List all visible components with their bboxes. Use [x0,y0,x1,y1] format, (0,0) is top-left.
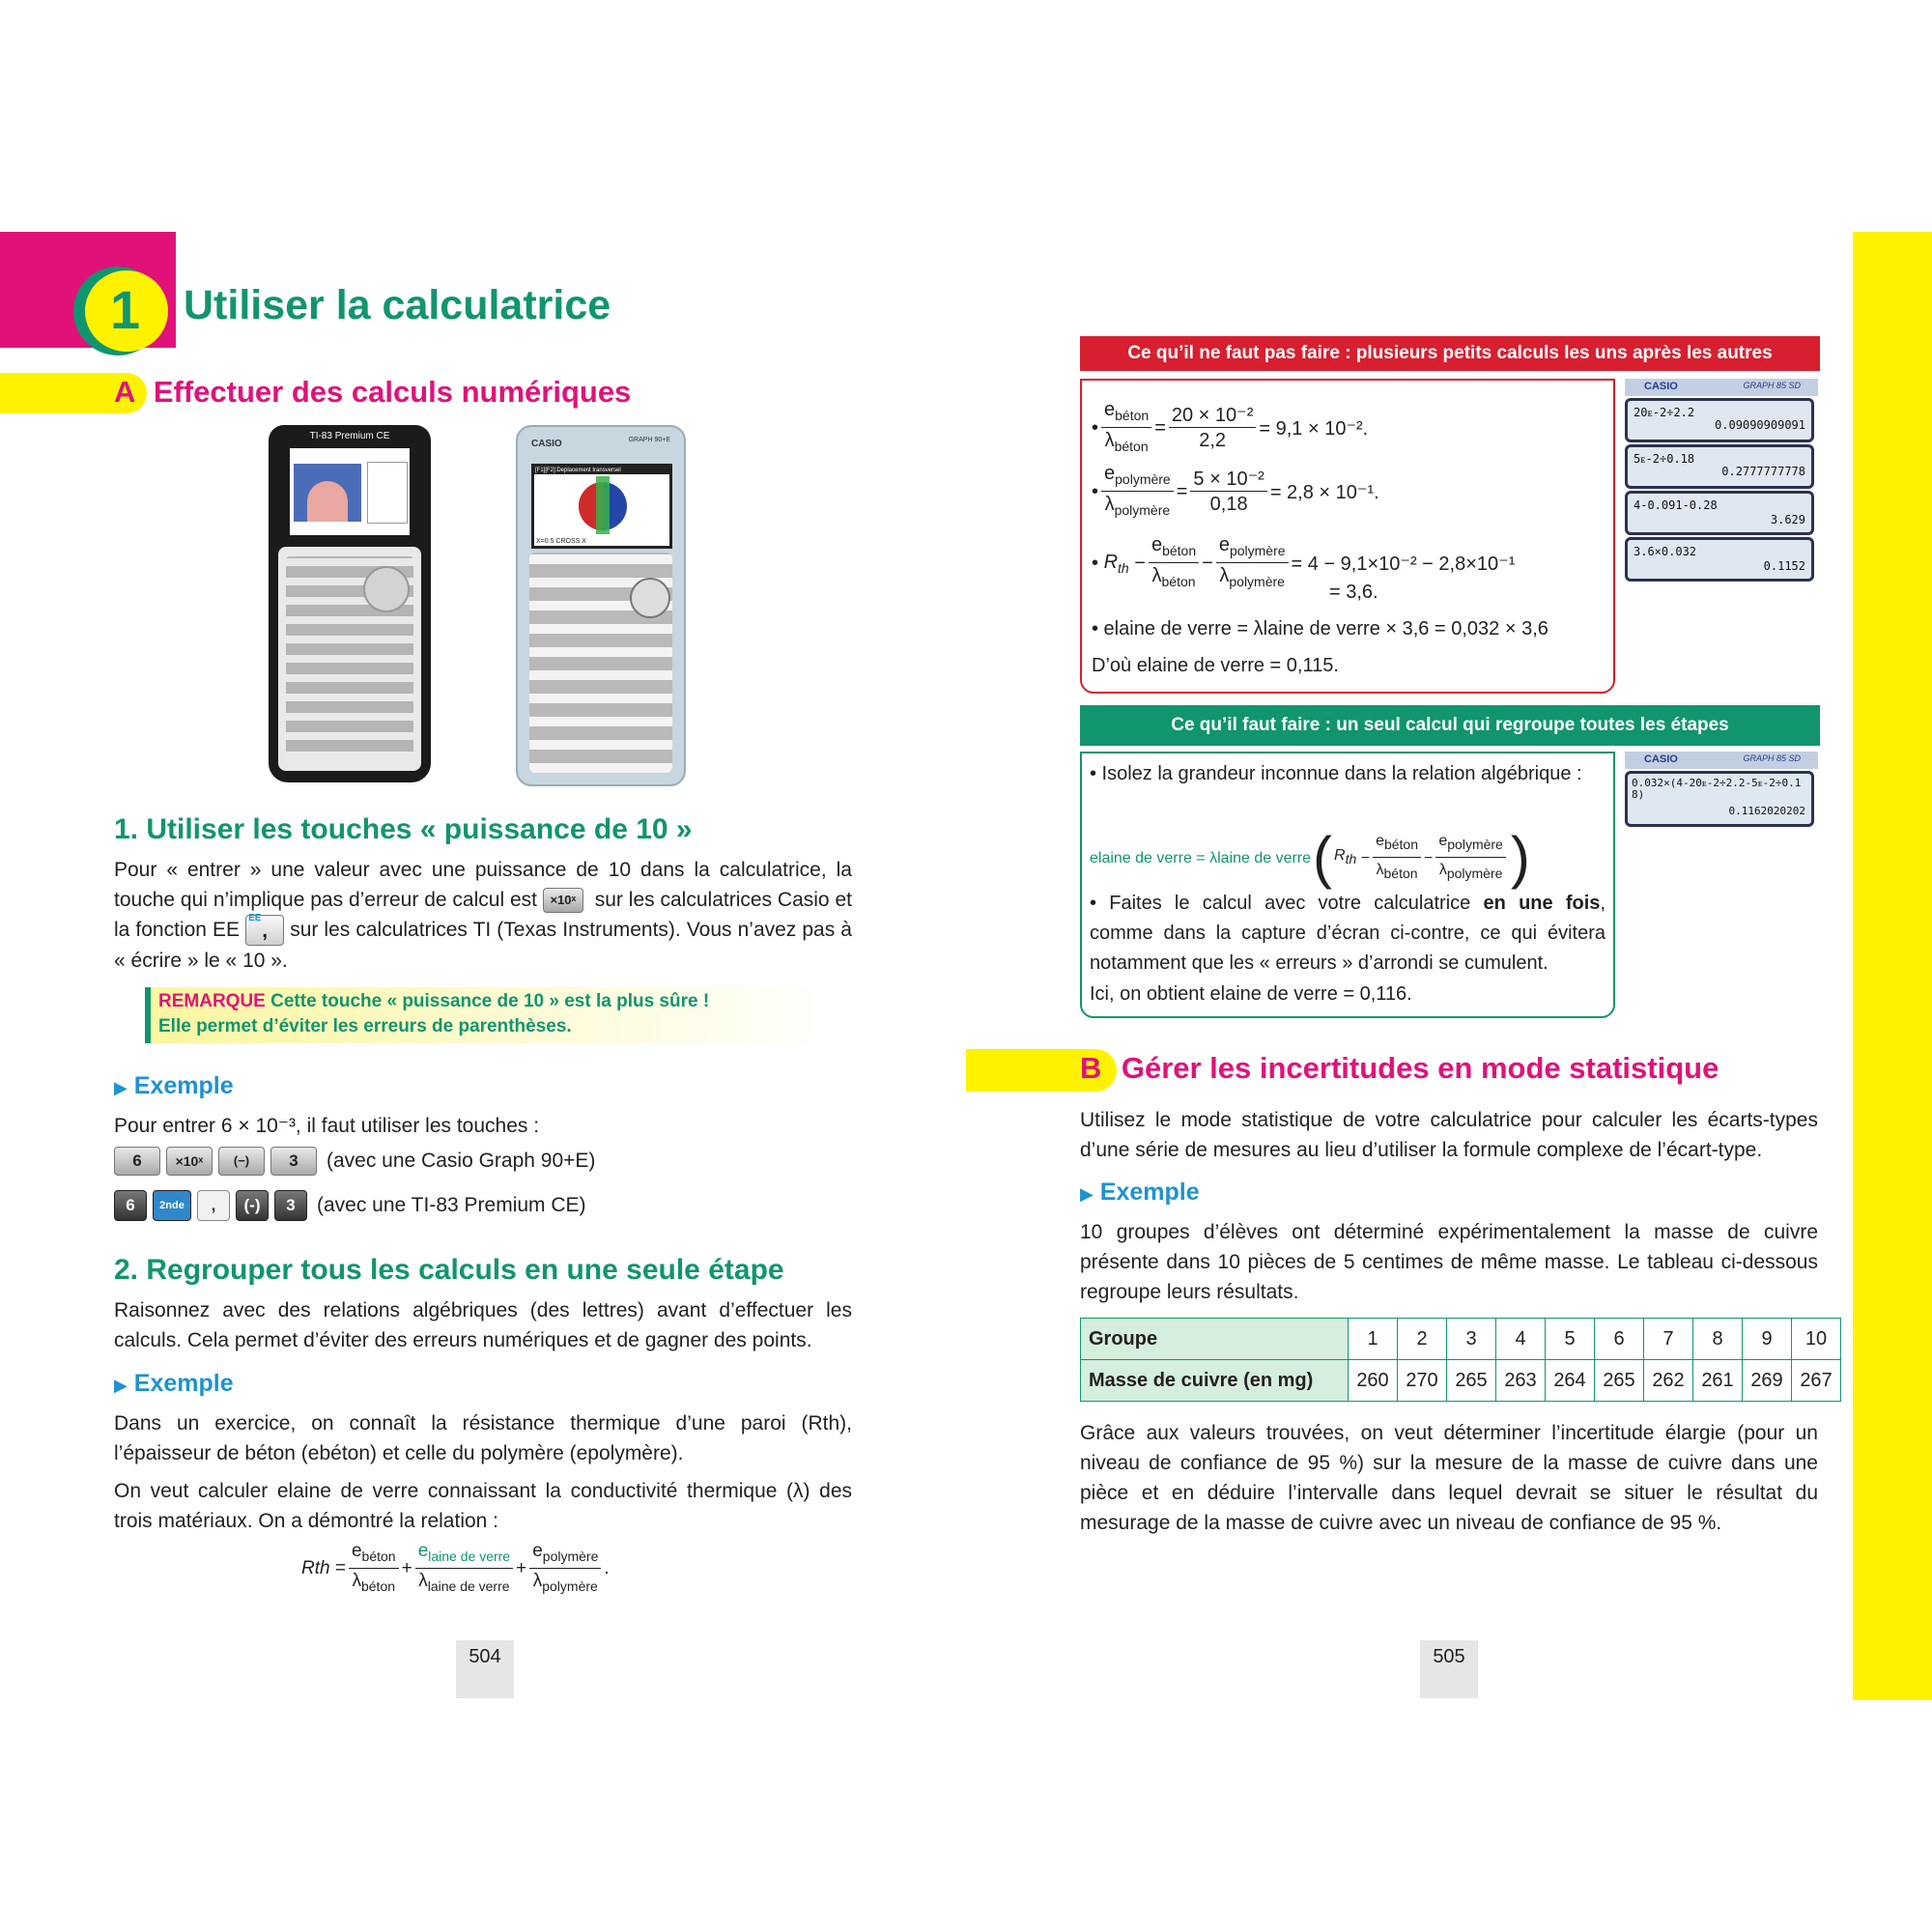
ti-key-2nde: 2nde [153,1190,191,1221]
paragraph-power-of-ten [114,855,852,976]
section-b-letter: B [1080,1051,1102,1085]
table-cell: 260 [1349,1360,1398,1402]
bad-line3-result: = 3,6. [1329,582,1378,603]
rth-formula-lhs: Rth [301,1558,330,1579]
casio-key-neg: (−) [218,1147,265,1176]
calc-screen-good [1625,771,1814,827]
example-2-label: Exemple [133,1370,234,1397]
casio-screen [531,464,672,549]
table-cell: 6 [1595,1319,1644,1360]
page-number-left [456,1640,514,1698]
paragraph-stat-mode: Utilisez le mode statistique de votre calculatrice pour calculer les écarts-types d’une série de mesures au lieu d’utiliser la formule complexe de l’écart-type. [1080,1109,1818,1161]
table-header-group: Groupe [1081,1319,1349,1360]
copper-mass-table [1080,1318,1841,1402]
section-a-letter: A [114,375,136,409]
bad-line2-rhs: = 2,8 × 10⁻¹. [1269,482,1379,503]
good-line2 [1090,889,1605,979]
table-cell: 265 [1595,1360,1644,1402]
table-cell: 265 [1447,1360,1496,1402]
example-3-heading [1080,1179,1200,1207]
heading-power-of-ten: 1. Utiliser les touches « puissance de 10 » [114,813,693,845]
section-b-heading [1080,1051,1719,1086]
table-cell: 270 [1398,1360,1447,1402]
paragraph-copper-groups: 10 groupes d’élèves ont déterminé expérimentalement la masse de cuivre présente dans 10 pièces de 5 centimes de même masse. Le tableau ci-dessous regroupe leurs résultats. [1080,1221,1818,1303]
ti-brand-name: TI-83 [309,431,332,441]
casio-header-2 [1625,752,1818,769]
ee-key [245,915,284,946]
casio-key-x10: ×10ˣ [166,1147,213,1176]
casio-screen-line: [F1][F2]:Deplacement transversel [534,467,669,474]
ti-model-name: Premium CE [334,431,390,441]
good-line3: Ici, on obtient elaine de verre = 0,116. [1090,983,1412,1005]
paragraph-relation: On veut calculer elaine de verre connaissant la conductivité thermique (λ) des trois matériaux. On a démontré la relation : [114,1480,852,1532]
ti-key-sequence [114,1190,586,1221]
paragraph-uncertainty: Grâce aux valeurs trouvées, on veut déterminer l’incertitude élargie (pour un niveau de confiance de 95 %) sur la mesure de la masse de cuivre dans une pièce et en déduire l’intervalle dans lequel devrait se situer le résultat du mesurage de la masse de cuivre avec un niveau de confiance de 95 %. [1080,1422,1818,1534]
table-cell: 7 [1644,1319,1693,1360]
example-2-heading [114,1370,234,1398]
example-3-label: Exemple [1099,1179,1200,1206]
casio-screen-footer: X=0.5 CROSS X [536,538,586,545]
p1-part-a: Pour « entrer » une valeur avec une puissance de 10 dans la calculatrice, la touche qui n’implique pas d’erreur de calcul est [114,859,852,911]
triangle-bullet-icon: ▶ [1080,1184,1094,1204]
calc-screen-2 [1625,444,1814,489]
section-a-heading [114,375,631,410]
casio-keys-note: (avec une Casio Graph 90+E) [327,1150,596,1172]
table-cell: 269 [1743,1360,1792,1402]
example-1-text: Pour entrer 6 × 10⁻³, il faut utiliser les touches : [114,1115,540,1137]
paragraph-exercise: Dans un exercice, on connaît la résistance thermique d’une paroi (Rth), l’épaisseur de béton (ebéton) et celle du polymère (epolymère). [114,1412,852,1464]
ti-key-6: 6 [114,1190,147,1221]
good-screen-result: 0.1162020202 [1728,805,1805,817]
screen-2-result: 0.2777777778 [1721,465,1805,478]
remark-label: REMARQUE [158,991,266,1011]
triangle-bullet-icon: ▶ [114,1078,128,1097]
table-header-mass: Masse de cuivre (en mg) [1081,1360,1349,1402]
good-line2-a: • Faites le calcul avec votre calculatrice [1090,893,1484,914]
casio-brand: CASIO [531,439,562,449]
casio-model: GRAPH 90+E [628,437,670,443]
bad-line2-den: 0,18 [1209,494,1248,515]
casio-screens-stack [1625,379,1818,583]
heading-one-step: 2. Regrouper tous les calculs en une seule étape [114,1254,784,1286]
ti-screen [290,448,410,535]
bad-practice-box: • $\frac{e_{béton}}{\lambda_{béton}}$ = $\frac{\text{20 × 10⁻²}}{2,2}$ = 9,1 × 10⁻². • $\frac{e_{polymère}}{\lambda_{polymère}}$ = $\frac{\text{5 × 10⁻²}}{0,18}$ = 2,8 × 10⁻¹. • $R_{th}$ − $\frac{e_{béton}}{\lambda_{béton}}$ − $\frac{e_{polymère}}{\lambda_{polymère}}$ = 4 − 9,1×10⁻² − 2,8×10⁻¹ = 3,6. • elaine de verre = λlaine de verre × 3,6 = 0,032 × 3,6 D’où elaine de verre = 0,115. [1080,379,1615,694]
calc-screen-1 [1625,398,1814,442]
page-number-right [1420,1640,1478,1698]
screen-1-input: 20ᴇ-2÷2.2 [1634,406,1695,419]
good-practice-banner: Ce qu’il faut faire : un seul calcul qui regroupe toutes les étapes [1080,705,1820,746]
table-cell: 8 [1693,1319,1743,1360]
casio-good-screen [1625,752,1818,833]
bad-line1-den: 2,2 [1199,430,1227,451]
screen-1-result: 0.09090909091 [1715,418,1805,432]
table-cell: 263 [1496,1360,1546,1402]
casio-key-sequence [114,1147,595,1176]
chapter-number-badge [73,267,170,355]
good-line2-bold: en une fois [1483,893,1601,914]
casio-header-2-model: GRAPH 85 SD [1743,753,1801,763]
table-cell: 267 [1792,1360,1841,1402]
bad-line4: • elaine de verre = λlaine de verre × 3,6 = 0,032 × 3,6 [1092,618,1548,639]
casio-header [1625,379,1818,396]
p1-part-b: sur les calculatrices Casio et la fonction EE [114,889,852,941]
ti-brand [269,431,431,441]
bad-line1-num: 20 × 10⁻² [1169,404,1257,428]
rth-formula: Rth = $\frac{e_{béton}}{\lambda_{béton}}$ + $\frac{e_{laine de verre}}{\lambda_{laine de verre}}$ + $\frac{e_{polymère}}{\lambda_{polymère}}$ . [301,1541,610,1594]
ti-calculator-image [269,425,431,782]
casio-calculator-image [516,425,686,786]
good-screen-input: 0.032×(4-20ᴇ-2÷2.2-5ᴇ-2÷0.18) [1632,777,1802,801]
bad-line2-num: 5 × 10⁻² [1190,468,1266,492]
ti-key-3: 3 [274,1190,307,1221]
table-cell: 261 [1693,1360,1743,1402]
good-formula-lhs: elaine de verre = λlaine de verre [1090,849,1312,867]
casio-header-model: GRAPH 85 SD [1743,381,1801,390]
bad-practice-banner: Ce qu’il ne faut pas faire : plusieurs petits calculs les uns après les autres [1080,336,1820,371]
table-cell: 2 [1398,1319,1447,1360]
table-cell: 1 [1349,1319,1398,1360]
calc-screen-4 [1625,537,1814,582]
chapter-number: 1 [110,279,141,340]
table-cell: 264 [1546,1360,1595,1402]
ti-key-comma: , [197,1190,230,1221]
table-cell: 3 [1447,1319,1496,1360]
page-number-505: 505 [1433,1646,1465,1667]
table-row-masses [1081,1360,1841,1402]
good-formula: elaine de verre = λlaine de verre ( $R_{th}$ − $\frac{e_{béton}}{\lambda_{béton}}$ − $\frac{e_{polymère}}{\lambda_{polymère}}$ ) [1090,825,1530,890]
paragraph-one-step: Raisonnez avec des relations algébriques (des lettres) avant d’effectuer les calculs. Cela permet d’éviter des erreurs numériques et de gagner des points. [114,1299,852,1351]
ti-key-neg: (-) [236,1190,269,1221]
good-line1: • Isolez la grandeur inconnue dans la relation algébrique : [1090,763,1582,784]
screen-3-result: 3.629 [1770,513,1805,526]
casio-header-2-brand: CASIO [1644,753,1678,765]
example-1-label: Exemple [133,1072,234,1099]
table-cell: 10 [1792,1319,1841,1360]
ti-keypad [278,547,421,771]
p1-part-c: sur les calculatrices TI (Texas Instruments). Vous n’avez pas à « écrire » le « 10 ». [114,919,852,973]
casio-header-brand: CASIO [1644,381,1678,392]
table-cell: 4 [1496,1319,1546,1360]
remark-box [145,987,838,1043]
screen-4-result: 0.1152 [1763,559,1805,573]
table-cell: 9 [1743,1319,1792,1360]
good-practice-box [1080,752,1615,1018]
screen-2-input: 5ᴇ-2÷0.18 [1634,452,1695,466]
good-line2-b: , comme dans la capture d’écran ci-contre, ce qui évitera notamment que les « erreurs » d’arrondi se cumulent. [1090,893,1605,974]
remark-line2: Elle permet d’éviter les erreurs de parenthèses. [158,1016,572,1037]
casio-key-3: 3 [270,1147,317,1176]
ee-key-label: , [262,920,269,943]
table-row-groups [1081,1319,1841,1360]
casio-key-6: 6 [114,1147,160,1176]
bad-line5: D’où elaine de verre = 0,115. [1092,655,1339,676]
calc-screen-3 [1625,491,1814,535]
chapter-title: Utiliser la calculatrice [184,282,611,328]
page-number-504: 504 [469,1646,501,1667]
triangle-bullet-icon: ▶ [114,1376,128,1395]
section-a-title: Effectuer des calculs numériques [153,375,632,409]
yellow-right-margin [1853,232,1932,1700]
section-b-title: Gérer les incertitudes en mode statistique [1121,1051,1719,1085]
x10-key: ×10ˣ [543,888,583,913]
table-cell: 262 [1644,1360,1693,1402]
bad-line1-rhs: = 9,1 × 10⁻². [1259,418,1369,440]
remark-line1: Cette touche « puissance de 10 » est la plus sûre ! [265,991,710,1011]
ti-keys-note: (avec une TI-83 Premium CE) [317,1194,586,1216]
screen-4-input: 3.6×0.032 [1634,545,1697,558]
bad-line3-rhs: = 4 − 9,1×10⁻² − 2,8×10⁻¹ [1291,554,1516,575]
ee-key-top-label: EE [248,913,262,924]
casio-keypad [529,553,672,773]
example-1-heading [114,1072,234,1100]
screen-3-input: 4-0.091-0.28 [1634,498,1718,512]
table-cell: 5 [1546,1319,1595,1360]
